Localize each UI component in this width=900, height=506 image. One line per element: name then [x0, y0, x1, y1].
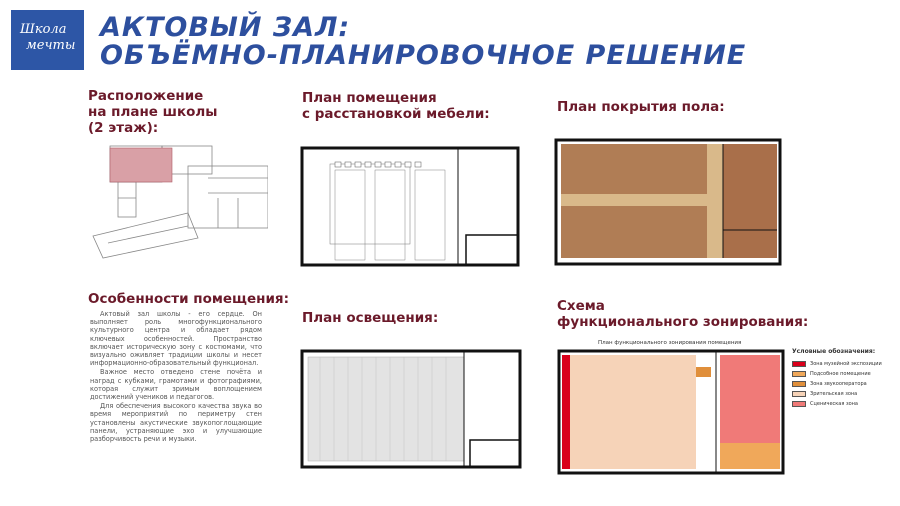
heading-features: Особенности помещения: [88, 291, 289, 307]
legend-item [792, 399, 892, 409]
legend-item [792, 379, 892, 389]
features-description [90, 310, 262, 444]
zoning-plan-title: План функционального зонирования помещения [598, 340, 742, 346]
heading-lighting: План освещения: [302, 310, 439, 326]
heading-furniture: План помещения с расстановкой мебели: [302, 90, 490, 122]
logo-line1: Школа [20, 22, 67, 37]
legend-title: Условные обозначения: [792, 348, 876, 355]
legend-item [792, 389, 892, 399]
logo-line2: мечты [26, 38, 76, 53]
legend-label: Подсобное помещение [810, 371, 871, 377]
lighting-plan [300, 345, 522, 470]
legend-item [792, 369, 892, 379]
heading-location: Расположение на плане школы (2 этаж): [88, 88, 218, 136]
school-logo [11, 10, 84, 70]
floor-covering-plan [553, 130, 793, 267]
description-paragraph: Для обеспечения высокого качества звука во время мероприятий по периметру стен установлены акустические звукопоглощающие панели, устраняющие эхо и улучшающие разборчивость речи и музыки. [90, 402, 262, 444]
legend-swatch [792, 391, 806, 397]
legend-label: Зрительская зона [810, 391, 858, 397]
school-floor-plan [88, 138, 268, 273]
page-title [100, 14, 880, 70]
legend-label: Зона звукооператора [810, 381, 867, 387]
title-line2: ОБЪЁМНО-ПЛАНИРОВОЧНОЕ РЕШЕНИЕ [100, 40, 747, 71]
legend-swatch [792, 361, 806, 367]
heading-floor: План покрытия пола: [557, 99, 725, 115]
zoning-plan [556, 347, 786, 477]
furniture-plan [300, 140, 520, 267]
description-paragraph: Актовый зал школы - его сердце. Он выполняет роль многофункционального культурного центра и обладает рядом ключевых особенностей. Пространство включает историческую зону с костюмами, что визуально оживляет традиции школы и несет информационно-образовательный функционал. [90, 310, 262, 368]
legend-swatch [792, 381, 806, 387]
legend-swatch [792, 371, 806, 377]
description-paragraph: Важное место отведено стене почёта и наград с кубками, грамотами и фотографиями, которая служит зримым воплощением достижений учеников и педагогов. [90, 368, 262, 402]
legend-swatch [792, 401, 806, 407]
heading-zoning: Схема функционального зонирования: [557, 298, 809, 330]
assembly-hall-highlight [110, 148, 172, 182]
legend-label: Зона музейной экспозиции [810, 361, 882, 367]
title-line1: АКТОВЫЙ ЗАЛ: [100, 12, 351, 43]
legend-item [792, 359, 892, 369]
legend-label: Сценическая зона [810, 401, 859, 407]
zoning-legend [792, 348, 892, 409]
